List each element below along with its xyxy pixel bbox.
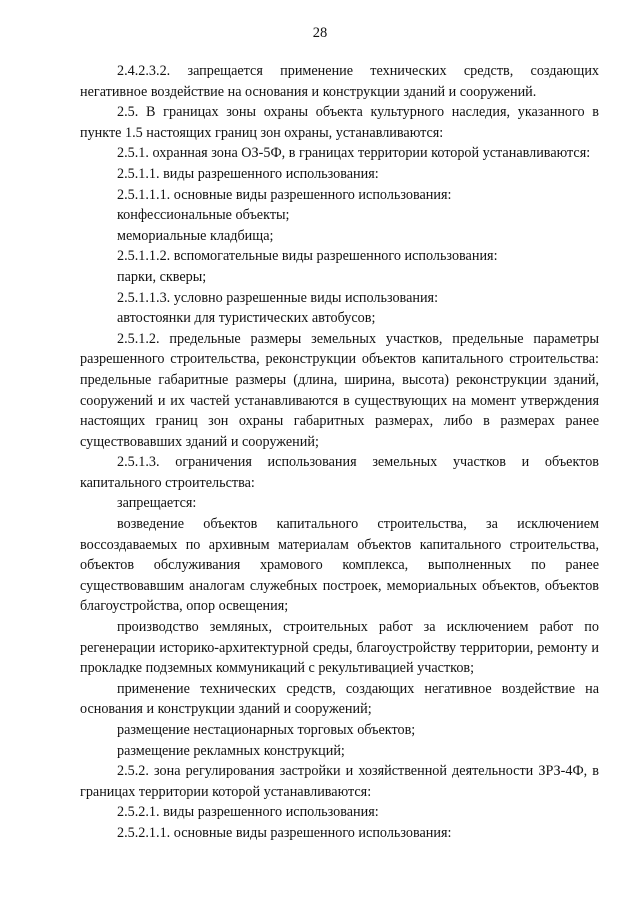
paragraph: автостоянки для туристических автобусов; <box>117 310 376 327</box>
paragraph: 2.5.1.2. предельные размеры земельных участков, предельные параметры разрешенного строительства, реконструкции объектов капитального строительства: предельные габаритные размеры (длина, ширина, высота) реконструкции зданий, сооружений и их частей устанавливаются в существующих на момент утверждения настоящих границ зон охраны габаритных размерах, либо в размерах ранее существовавших зданий и сооружений; <box>80 330 599 450</box>
paragraph: 2.5.1.1.3. условно разрешенные виды использования: <box>117 289 439 306</box>
paragraph: 2.5.1.1. виды разрешенного использования: <box>117 165 379 182</box>
paragraph: 2.5.1.3. ограничения использования земельных участков и объектов капитального строительства: <box>80 454 599 491</box>
paragraph: размещение рекламных конструкций; <box>117 742 345 759</box>
paragraph: 2.5.2. зона регулирования застройки и хозяйственной деятельности ЗРЗ-4Ф, в границах территории которой устанавливаются: <box>80 763 599 800</box>
paragraph: 2.5.1.1.1. основные виды разрешенного использования: <box>117 186 452 203</box>
paragraph: 2.4.2.3.2. запрещается применение технических средств, создающих негативное воздействие на основания и конструкции зданий и сооружений. <box>80 63 599 100</box>
paragraph: мемориальные кладбища; <box>117 227 274 244</box>
paragraph: конфессиональные объекты; <box>117 207 290 224</box>
paragraph: 2.5.1.1.2. вспомогательные виды разрешенного использования: <box>117 248 498 265</box>
document-body <box>80 61 599 844</box>
paragraph: парки, скверы; <box>117 268 207 285</box>
paragraph: производство земляных, строительных работ за исключением работ по регенерации историко-архитектурной среды, благоустройству территории, ремонту и прокладке подземных коммуникаций с рекультивацией участков; <box>80 619 599 677</box>
paragraph: 2.5.1. охранная зона ОЗ-5Ф, в границах территории которой устанавливаются: <box>117 145 591 162</box>
paragraph: 2.5.2.1. виды разрешенного использования: <box>117 804 379 821</box>
page-number: 28 <box>312 25 328 41</box>
paragraph: 2.5.2.1.1. основные виды разрешенного использования: <box>117 824 452 841</box>
paragraph: возведение объектов капитального строительства, за исключением воссоздаваемых по архивным материалам объектов капитального строительства, объектов обслуживания храмового комплекса, выполненных по ранее существовавшим аналогам служебных построек, мемориальных объектов, объектов благоустройства, опор освещения; <box>80 516 599 615</box>
paragraph: применение технических средств, создающих негативное воздействие на основания и конструкции зданий и сооружений; <box>80 680 599 718</box>
paragraph: запрещается: <box>117 495 197 512</box>
paragraph: 2.5. В границах зоны охраны объекта культурного наследия, указанного в пункте 1.5 настоящих границ зон охраны, устанавливаются: <box>80 104 599 141</box>
paragraph: размещение нестационарных торговых объектов; <box>117 722 416 738</box>
